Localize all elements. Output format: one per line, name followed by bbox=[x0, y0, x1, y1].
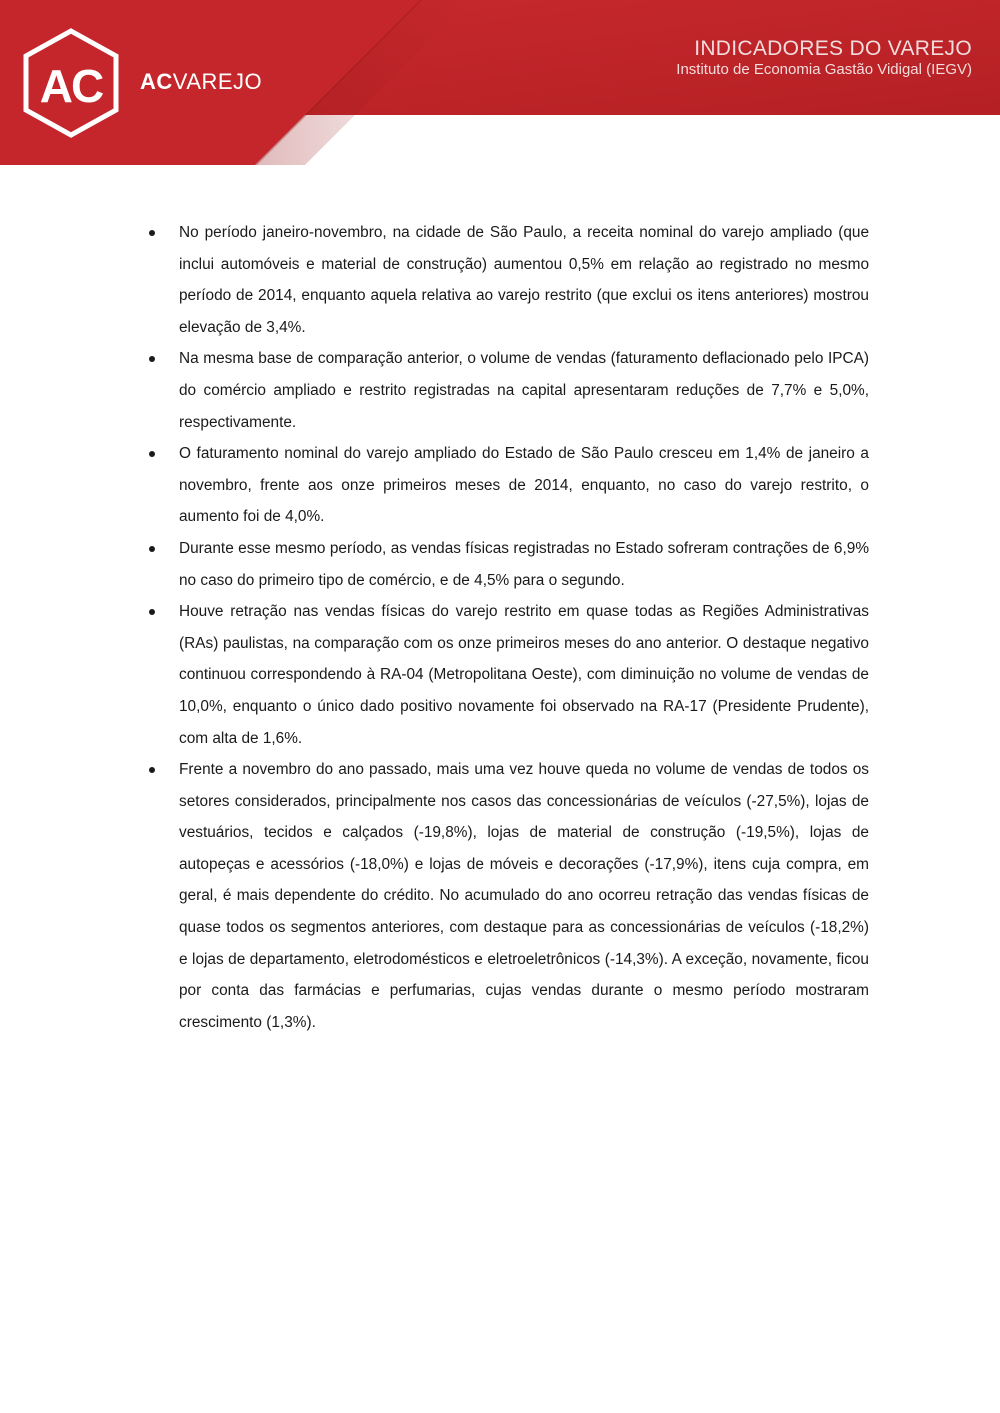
bullet-text: O faturamento nominal do varejo ampliado do Estado de São Paulo cresceu em 1,4% de janeiro a novembro, frente aos onze primeiros meses de 2014, enquanto, no caso do varejo restrito, o aumento foi de 4,0%. bbox=[179, 445, 869, 526]
header-subtitle: Instituto de Economia Gastão Vidigal (IEGV) bbox=[676, 61, 972, 78]
bullet-icon bbox=[149, 230, 155, 236]
bullet-text: Na mesma base de comparação anterior, o volume de vendas (faturamento deflacionado pelo IPCA) do comércio ampliado e restrito registradas na capital apresentaram reduções de 7,7% e 5,0%, respectivamente. bbox=[179, 350, 869, 431]
bullet-text: Houve retração nas vendas físicas do varejo restrito em quase todas as Regiões Administrativas (RAs) paulistas, na comparação com os onze primeiros meses do ano anterior. O destaque negativo continuou correspondendo à RA-04 (Metropolitana Oeste), com diminuição no volume de vendas de 10,0%, enquanto o único dado positivo novamente foi observado na RA-17 (Presidente Prudente), com alta de 1,6%. bbox=[179, 603, 869, 747]
bullet-item bbox=[148, 343, 869, 438]
logo-lettering: AC bbox=[39, 60, 103, 112]
bullet-text: No período janeiro-novembro, na cidade de São Paulo, a receita nominal do varejo ampliado (que inclui automóveis e material de construção) aumentou 0,5% em relação ao registrado no mesmo período de 2014, enquanto aquela relativa ao varejo restrito (que exclui os itens anteriores) mostrou elevação de 3,4%. bbox=[179, 224, 869, 336]
bullet-icon bbox=[149, 767, 155, 773]
document-body bbox=[148, 217, 869, 1038]
bullet-item bbox=[148, 596, 869, 754]
brand-name-light: VAREJO bbox=[172, 69, 263, 94]
bullet-item bbox=[148, 533, 869, 596]
bullet-text: Frente a novembro do ano passado, mais uma vez houve queda no volume de vendas de todos os setores considerados, principalmente nos casos das concessionárias de veículos (-27,5%), lojas de vestuários, tecidos e calçados (-19,8%), lojas de material de construção (-19,5%), lojas de autopeças e acessórios (-18,0%) e lojas de móveis e decorações (-17,9%), itens cuja compra, em geral, é mais dependente do crédito. No acumulado do ano ocorreu retração das vendas físicas de quase todos os segmentos anteriores, com destaque para as concessionárias de veículos (-18,2%) e lojas de departamento, eletrodomésticos e eletroeletrônicos (-14,3%). A exceção, novamente, ficou por conta das farmácias e perfumarias, cujas vendas durante o mesmo período mostraram crescimento (1,3%). bbox=[179, 761, 869, 1031]
page-header bbox=[0, 0, 1000, 165]
brand-name bbox=[140, 69, 262, 95]
bullet-icon bbox=[149, 546, 155, 552]
bullet-item bbox=[148, 754, 869, 1038]
bullet-icon bbox=[149, 609, 155, 615]
bullet-item bbox=[148, 217, 869, 343]
bullet-icon bbox=[149, 356, 155, 362]
bullet-list bbox=[148, 217, 869, 1038]
bullet-text: Durante esse mesmo período, as vendas físicas registradas no Estado sofreram contrações de 6,9% no caso do primeiro tipo de comércio, e de 4,5% para o segundo. bbox=[179, 539, 869, 589]
ac-logo bbox=[22, 28, 120, 138]
bullet-item bbox=[148, 438, 869, 533]
brand-name-bold: AC bbox=[140, 69, 173, 94]
bullet-icon bbox=[149, 451, 155, 457]
header-title: INDICADORES DO VAREJO bbox=[694, 37, 972, 60]
